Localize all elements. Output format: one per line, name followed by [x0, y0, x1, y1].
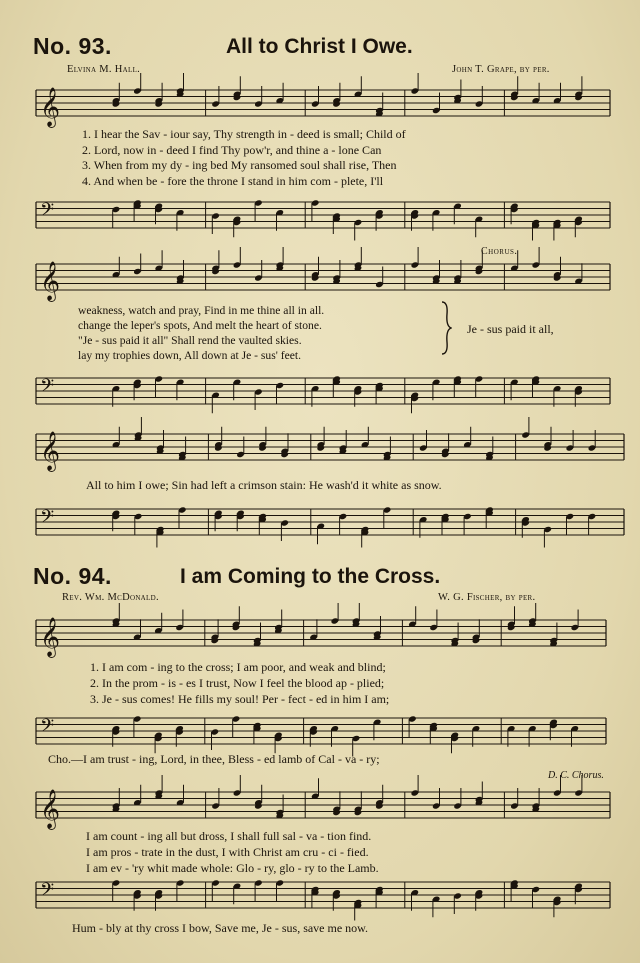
verse-line: 2. In the prom - is - es I trust, Now I feel the blood ap - plied;: [90, 676, 385, 690]
svg-text:𝄢: 𝄢: [40, 715, 55, 741]
verse-block: [90, 659, 389, 707]
verse-line: 2. Lord, now in - deed I find Thy pow'r, and thine a - lone Can: [82, 142, 382, 157]
treble-staff: [36, 786, 610, 829]
svg-text:𝄢: 𝄢: [40, 506, 55, 532]
verse-line: change the leper's spots, And melt the heart of stone.: [78, 319, 322, 332]
hymn-93-author: Elvina M. Hall.: [67, 64, 141, 75]
verse-line: lay my trophies down, All down at Je - sus' feet.: [78, 349, 301, 362]
svg-text:𝄢: 𝄢: [40, 199, 55, 225]
svg-text:𝄞: 𝄞: [40, 617, 61, 657]
hymn-93-number: No. 93.: [33, 33, 112, 59]
bass-staff: [36, 503, 624, 541]
verse-line: I am count - ing all but dross, I shall full sal - va - tion find.: [86, 829, 372, 843]
verse-line: 3. When from my dy - ing bed My ransomed soul shall rise, Then: [82, 158, 397, 172]
bass-staff: [36, 372, 610, 410]
bass-staff: [36, 876, 610, 914]
svg-text:𝄞: 𝄞: [40, 789, 61, 829]
verse-line: 4. And when be - fore the throne I stand in him com - plete, I'll: [82, 173, 384, 188]
verse-line: I am ev - 'ry whit made whole: Glo - ry, glo - ry to the Lamb.: [86, 861, 379, 875]
hymn-94-title: I am Coming to the Cross.: [180, 565, 441, 588]
chorus-line: Cho.—I am trust - ing, Lord, in thee, Bless - ed lamb of Cal - va - ry;: [48, 752, 380, 766]
hymn-93-composer: John T. Grape, by per.: [452, 64, 550, 75]
bass-staff: [36, 196, 610, 234]
hymn-93-title: All to Christ I Owe.: [226, 35, 413, 58]
verse-line: 1. I am com - ing to the cross; I am poor, and weak and blind;: [90, 660, 386, 674]
hymn-94-number: No. 94.: [33, 563, 112, 589]
treble-staff: [36, 614, 606, 657]
chorus-label: Chorus.: [481, 246, 518, 257]
svg-text:𝄢: 𝄢: [40, 879, 55, 905]
treble-staff: [36, 258, 610, 301]
treble-staff: [36, 428, 624, 471]
treble-staff: [36, 84, 610, 127]
verse-line: 3. Je - sus comes! He fills my soul! Per - fect - ed in him I am;: [90, 692, 390, 706]
dc-label: D. C. Chorus.: [548, 770, 604, 781]
svg-text:𝄞: 𝄞: [40, 261, 61, 301]
svg-text:𝄞: 𝄞: [40, 87, 61, 127]
verse-line: I am pros - trate in the dust, I with Christ am cru - ci - fied.: [86, 845, 369, 859]
verse-line: "Je - sus paid it all" Shall rend the vaulted skies.: [78, 334, 302, 347]
verse-line: 1. I hear the Sav - iour say, Thy strength in - deed is small; Child of: [82, 127, 406, 141]
chorus-line: Hum - bly at thy cross I bow, Save me, Je - sus, save me now.: [72, 921, 369, 935]
verse-block: [78, 303, 324, 363]
chorus-line: All to him I owe; Sin had left a crimson stain: He wash'd it white as snow.: [86, 478, 442, 492]
hymn-94-author: Rev. Wm. McDonald.: [62, 592, 159, 603]
svg-text:𝄢: 𝄢: [40, 375, 55, 401]
hymn-94-composer: W. G. Fischer, by per.: [438, 592, 536, 603]
verse-line: weakness, watch and pray, Find in me thine all in all.: [78, 304, 325, 317]
bass-staff: [36, 712, 606, 750]
svg-text:𝄞: 𝄞: [40, 431, 61, 471]
brace: [440, 300, 452, 356]
verse-block: [86, 828, 379, 876]
chorus-start: Je - sus paid it all,: [467, 322, 554, 336]
verse-block: [82, 127, 406, 189]
